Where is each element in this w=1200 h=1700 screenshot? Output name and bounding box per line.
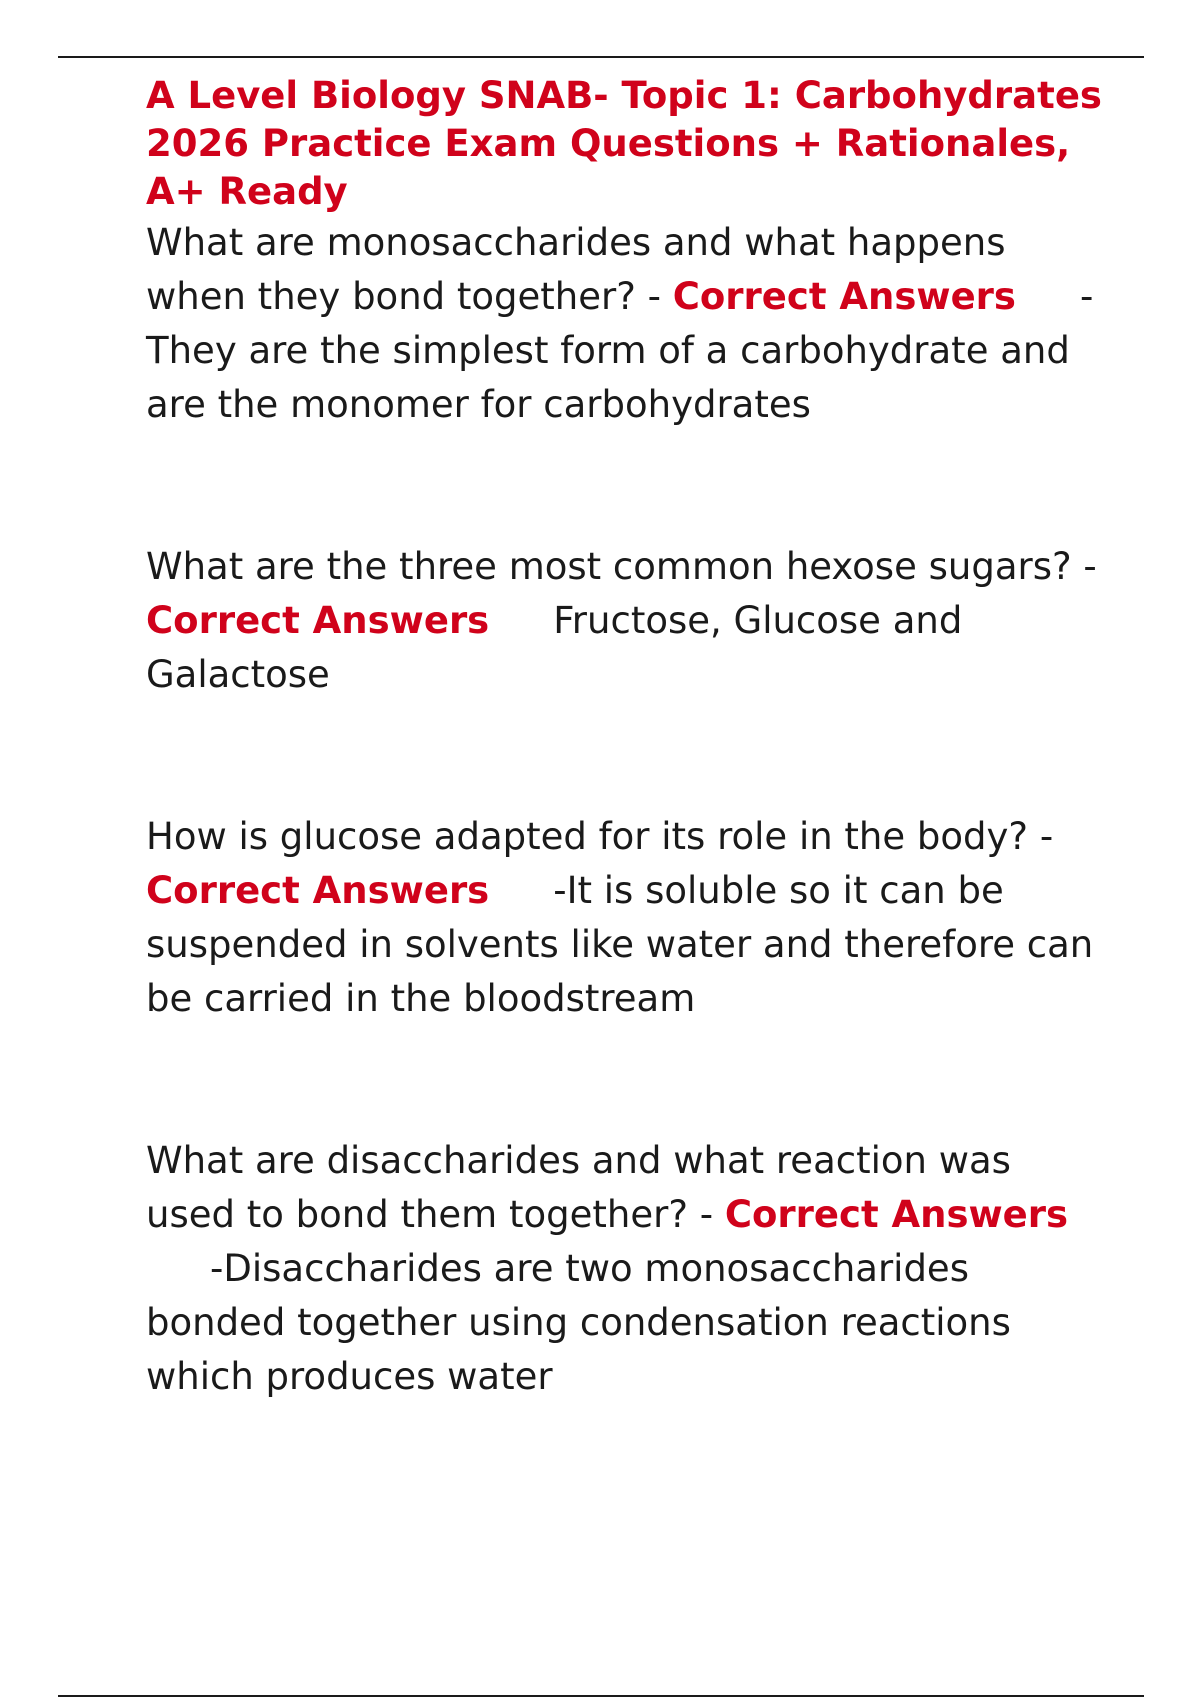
document-body (146, 72, 1106, 1404)
answer-text: -They are the simplest form of a carbohydrate and are the monomer for carbohydrates (146, 275, 1094, 426)
question-text: What are disaccharides and what reaction was used to bond them together? (146, 1139, 1011, 1236)
separator: - (1028, 815, 1054, 858)
question-text: What are the three most common hexose sugars? (146, 545, 1072, 588)
answer-text: Fructose, Glucose and Galactose (146, 599, 963, 696)
separator: - (635, 275, 673, 318)
correct-answers-label: Correct Answers (146, 599, 490, 642)
document-title: A Level Biology SNAB- Topic 1: Carbohydrates 2026 Practice Exam Questions + Rationales, A+ Ready (146, 74, 1102, 213)
answer-text: -It is soluble so it can be suspended in solvents like water and therefore can be carried in the bloodstream (146, 869, 1094, 1020)
question-text: What are monosaccharides and what happens when they bond together? (146, 221, 1006, 318)
question-text: How is glucose adapted for its role in the body? (146, 815, 1029, 858)
qa-item (146, 810, 1106, 1026)
correct-answers-label: Correct Answers (724, 1193, 1069, 1236)
qa-item (146, 1134, 1106, 1404)
qa-item (146, 540, 1106, 702)
bottom-rule (58, 1695, 1144, 1697)
separator: - (687, 1193, 725, 1236)
correct-answers-label: Correct Answers (672, 275, 1016, 318)
top-rule (58, 56, 1144, 58)
correct-answers-label: Correct Answers (146, 869, 490, 912)
qa-item (146, 216, 1106, 432)
answer-text: -Disaccharides are two monosaccharides bonded together using condensation reactions which produces water (146, 1247, 1011, 1398)
separator: - (1071, 545, 1097, 588)
